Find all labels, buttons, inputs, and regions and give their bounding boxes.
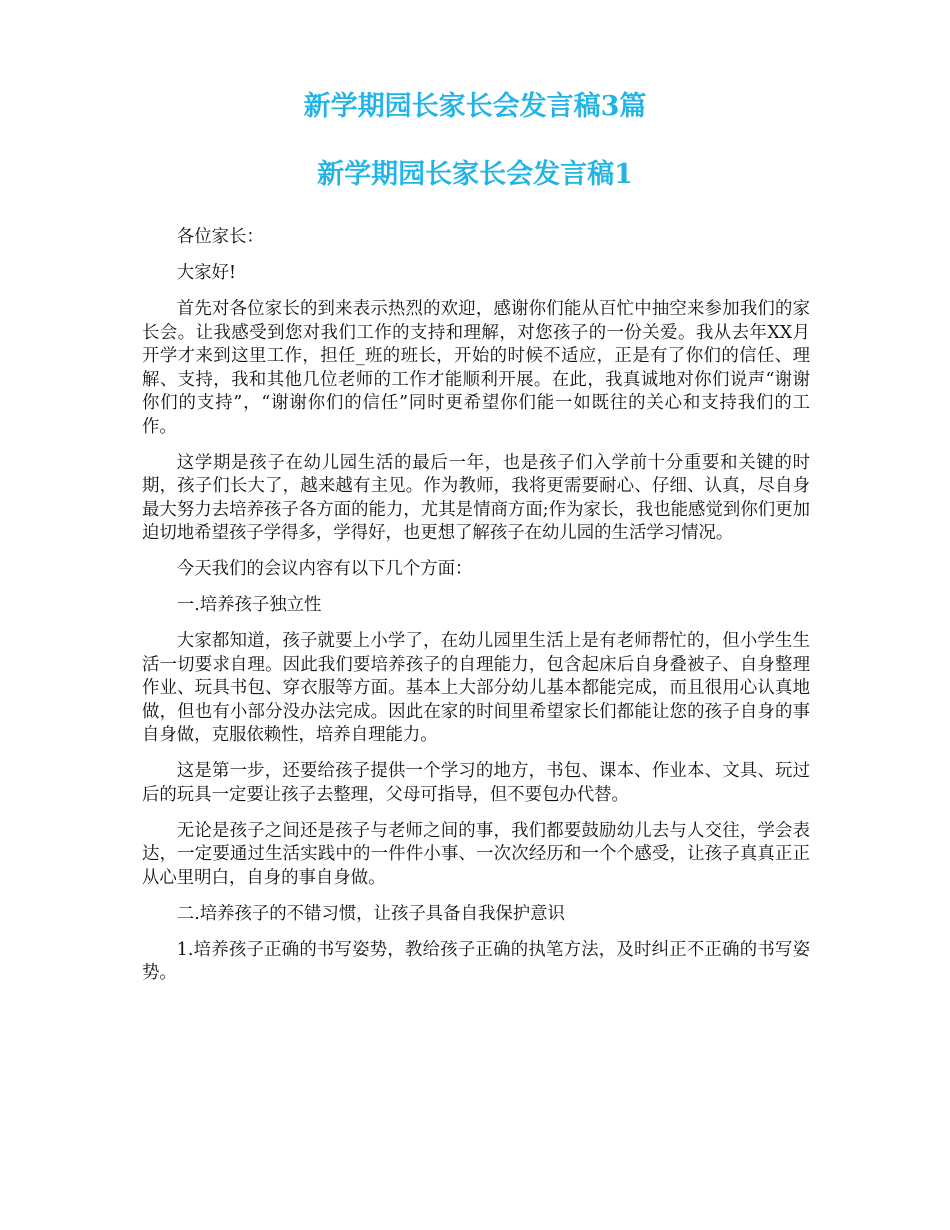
document-subtitle: 新学期园长家长会发言稿1 [317, 159, 633, 190]
paragraph-first-step: 这是第一步，还要给孩子提供一个学习的地方，书包、课本、作业本、文具、玩过后的玩具一定要让孩子去整理，父母可指导，但不要包办代替。 [142, 761, 810, 805]
paragraph-semester: 这学期是孩子在幼儿园生活的最后一年，也是孩子们入学前十分重要和关键的时期，孩子们长大了，越来越有主见。作为教师，我将更需要耐心、仔细、认真，尽自身最大努力去培养孩子各方面的能力，尤其是情商方面;作为家长，我也能感觉到你们更加迫切地希望孩子学得多，学得好，也更想了解孩子在幼儿园的生活学习情况。 [142, 452, 810, 543]
paragraph-independence: 大家都知道，孩子就要上小学了，在幼儿园里生活上是有老师帮忙的，但小学生生活一切要求自理。因此我们要培养孩子的自理能力，包含起床后自身叠被子、自身整理作业、玩具书包、穿衣服等方面。基本上大部分幼儿基本都能完成，而且很用心认真地做，但也有小部分没办法完成。因此在家的时间里希望家长们都能让您的孩子自身的事自身做，克服依赖性，培养自理能力。 [142, 631, 810, 745]
paragraph-agenda: 今天我们的会议内容有以下几个方面： [176, 559, 473, 579]
section-heading-habits: 二.培养孩子的不错习惯，让孩子具备自我保护意识 [176, 903, 565, 924]
paragraph-greeting: 各位家长： [176, 227, 264, 247]
paragraph-writing-posture: 1.培养孩子正确的书写姿势，教给孩子正确的执笔方法，及时纠正不正确的书写姿势。 [142, 939, 810, 983]
paragraph-hello: 大家好! [176, 263, 236, 283]
document-title: 新学期园长家长会发言稿3篇 [303, 91, 647, 122]
section-heading-independence: 一.培养孩子独立性 [176, 595, 322, 615]
paragraph-welcome: 首先对各位家长的到来表示热烈的欢迎，感谢你们能从百忙中抽空来参加我们的家长会。让我感受到您对我们工作的支持和理解，对您孩子的一份关爱。我从去年XX月开学才来到这里工作，担任_班的班长，开始的时候不适应，正是有了你们的信任、理解、支持，我和其他几位老师的工作才能顺利开展。在此，我真诚地对你们说声“谢谢你们的支持”，“谢谢你们的信任”同时更希望你们能一如既往的关心和支持我们的工作。 [142, 299, 810, 437]
document-body [142, 226, 810, 998]
paragraph-communication: 无论是孩子之间还是孩子与老师之间的事，我们都要鼓励幼儿去与人交往，学会表达，一定要通过生活实践中的一件件小事、一次次经历和一个个感受，让孩子真真正正从心里明白，自身的事自身做。 [142, 820, 810, 888]
